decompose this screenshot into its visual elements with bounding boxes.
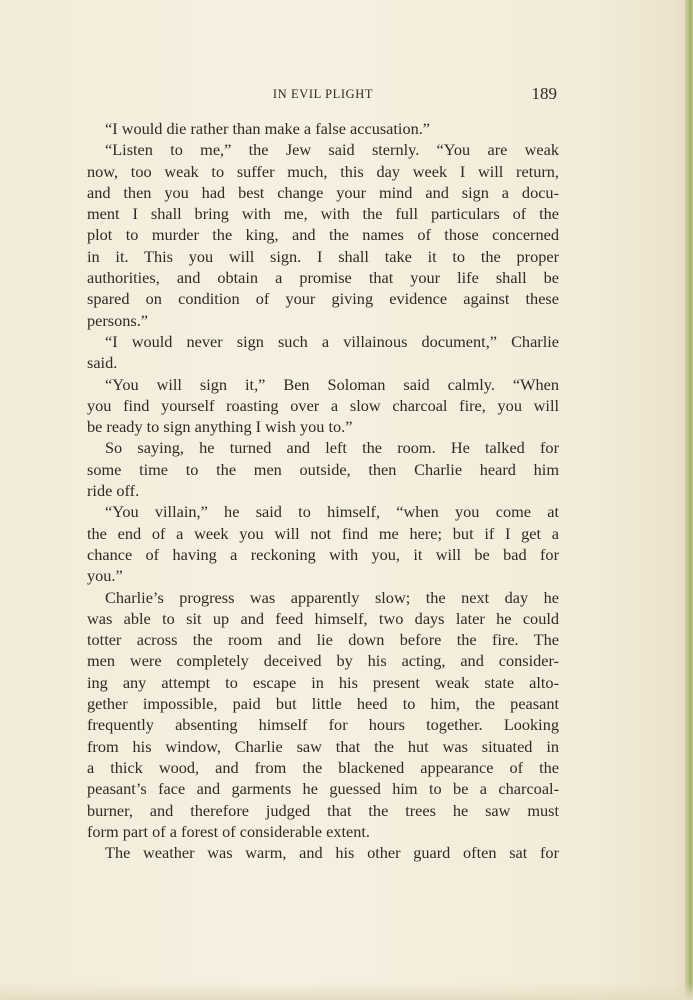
text-line: ing any attempt to escape in his present weak state alto- [87, 672, 559, 692]
text-line: The weather was warm, and his other guard often sat for [105, 843, 559, 863]
text-line: ride off. [87, 481, 140, 501]
text-line: frequently absenting himself for hours together. Looking [87, 715, 559, 735]
page-edge-bottom [0, 982, 693, 1000]
text-line: said. [87, 353, 118, 373]
text-line: “Listen to me,” the Jew said sternly. “You are weak [105, 140, 559, 160]
text-line: and then you had best change your mind and sign a docu- [87, 182, 559, 202]
text-line: So saying, he turned and left the room. He talked for [105, 438, 559, 458]
text-line: be ready to sign anything I wish you to.” [87, 417, 353, 437]
body-text [87, 118, 559, 863]
running-head [87, 84, 559, 106]
text-line: “I would die rather than make a false accusation.” [105, 119, 431, 138]
text-line: now, too weak to suffer much, this day week I will return, [87, 161, 559, 181]
text-line: the end of a week you will not find me here; but if I get a [87, 523, 559, 543]
text-line: you.” [87, 566, 123, 586]
text-line: persons.” [87, 310, 149, 330]
text-line: form part of a forest of considerable extent. [87, 821, 370, 841]
text-line: Charlie’s progress was apparently slow; the next day he [105, 587, 559, 607]
page-number: 189 [531, 84, 557, 103]
page-edge-right [685, 0, 693, 1000]
text-line: you find yourself roasting over a slow charcoal fire, you will [87, 395, 559, 415]
text-line: plot to murder the king, and the names of those concerned [87, 225, 559, 245]
text-line: some time to the men outside, then Charlie heard him [87, 459, 559, 479]
text-line: “You will sign it,” Ben Soloman said calmly. “When [105, 374, 559, 394]
text-line: peasant’s face and garments he guessed him to be a charcoal- [87, 779, 559, 799]
text-line: gether impossible, paid but little heed to him, the peasant [87, 694, 559, 714]
text-line: ment I shall bring with me, with the full particulars of the [87, 204, 559, 224]
text-line: burner, and therefore judged that the trees he saw must [87, 800, 559, 820]
text-line: in it. This you will sign. I shall take it to the proper [87, 246, 559, 266]
text-line: spared on condition of your giving evidence against these [87, 289, 559, 309]
text-line: authorities, and obtain a promise that your life shall be [87, 268, 559, 288]
text-line: “I would never sign such a villainous document,” Charlie [105, 331, 559, 351]
text-line: a thick wood, and from the blackened appearance of the [87, 757, 559, 777]
text-line: chance of having a reckoning with you, it will be bad for [87, 544, 559, 564]
running-head-title: IN EVIL PLIGHT [272, 87, 374, 101]
text-line: “You villain,” he said to himself, “when you come at [105, 502, 559, 522]
text-line: from his window, Charlie saw that the hut was situated in [87, 736, 559, 756]
text-line: was able to sit up and feed himself, two days later he could [87, 608, 559, 628]
text-line: men were completely deceived by his acting, and consider- [87, 651, 559, 671]
text-line: totter across the room and lie down before the fire. The [87, 630, 559, 650]
